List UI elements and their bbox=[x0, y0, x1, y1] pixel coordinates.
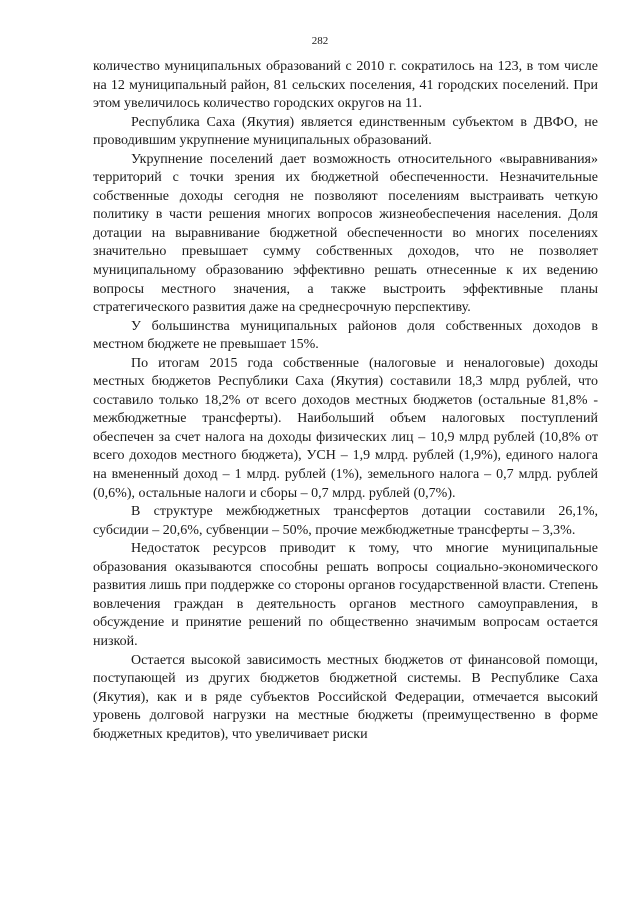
document-body bbox=[93, 58, 598, 744]
paragraph-consolidation: Укрупнение поселений дает возможность относительного «выравнивания» территорий с точки зрения их бюджетной обеспеченности. Незначительные собственные доходы сегодня не позволяют поселениям выстраивать четкую политику в части решения многих вопросов жизнеобеспечения населения. Доля дотации на выравнивание бюджетной обеспеченности во многих поселениях значительно превышает сумму собственных доходов, что не позволяет муниципальному образованию эффективно решать отнесенные к их ведению вопросы местного значения, а также выстроить эффективные планы стратегического развития даже на среднесрочную перспективу. bbox=[93, 151, 598, 316]
paragraph-yakutia-unique: Республика Саха (Якутия) является единственным субъектом в ДВФО, не проводившим укрупнение муниципальных образований. bbox=[93, 114, 598, 149]
paragraph-own-revenue-share: У большинства муниципальных районов доля собственных доходов в местном бюджете не превышает 15%. bbox=[93, 318, 598, 353]
paragraph-transfers-structure: В структуре межбюджетных трансфертов дотации составили 26,1%, субсидии – 20,6%, субвенции – 50%, прочие межбюджетные трансферты – 3,3%. bbox=[93, 504, 598, 538]
paragraph-resource-shortage: Недостаток ресурсов приводит к тому, что многие муниципальные образования оказываются способны решать вопросы социально-экономического развития лишь при поддержке со стороны органов государственной власти. Степень вовлечения граждан в деятельность органов местного самоуправления, в обсуждение и принятие решений по общественно значимым вопросам остается низкой. bbox=[93, 541, 598, 649]
paragraph-continuation: количество муниципальных образований с 2010 г. сократилось на 123, в том числе на 12 муниципальный район, 81 сельских поселения, 41 городских поселений. При этом увеличилось количество городских округов на 11. bbox=[93, 59, 598, 112]
page-number: 282 bbox=[311, 35, 329, 47]
paragraph-budget-dependence: Остается высокой зависимость местных бюджетов от финансовой помощи, поступающей из других бюджетов бюджетной системы. В Республике Саха (Якутия), как и в ряде субъектов Российской Федерации, отмечается высокий уровень долговой нагрузки на местные бюджеты (преимущественно в форме бюджетных кредитов), что увеличивает риски bbox=[93, 652, 598, 742]
paragraph-2015-results: По итогам 2015 года собственные (налоговые и неналоговые) доходы местных бюджетов Республики Саха (Якутия) составили 18,3 млрд рублей, что составило только 18,2% от всего доходов местных бюджетов (остальные 81,8% - межбюджетные трансферты). Наибольший объем налоговых поступлений обеспечен за счет налога на доходы физических лиц – 10,9 млрд рублей (10,8% от всего доходов местного бюджета), УСН – 1,9 млрд. рублей (1,9%), единого налога на вмененный доход – 1 млрд. рублей (1%), земельного налога – 0,7 млрд. рублей (0,6%), остальные налоги и сборы – 0,7 млрд. рублей (0,7%). bbox=[93, 355, 598, 501]
